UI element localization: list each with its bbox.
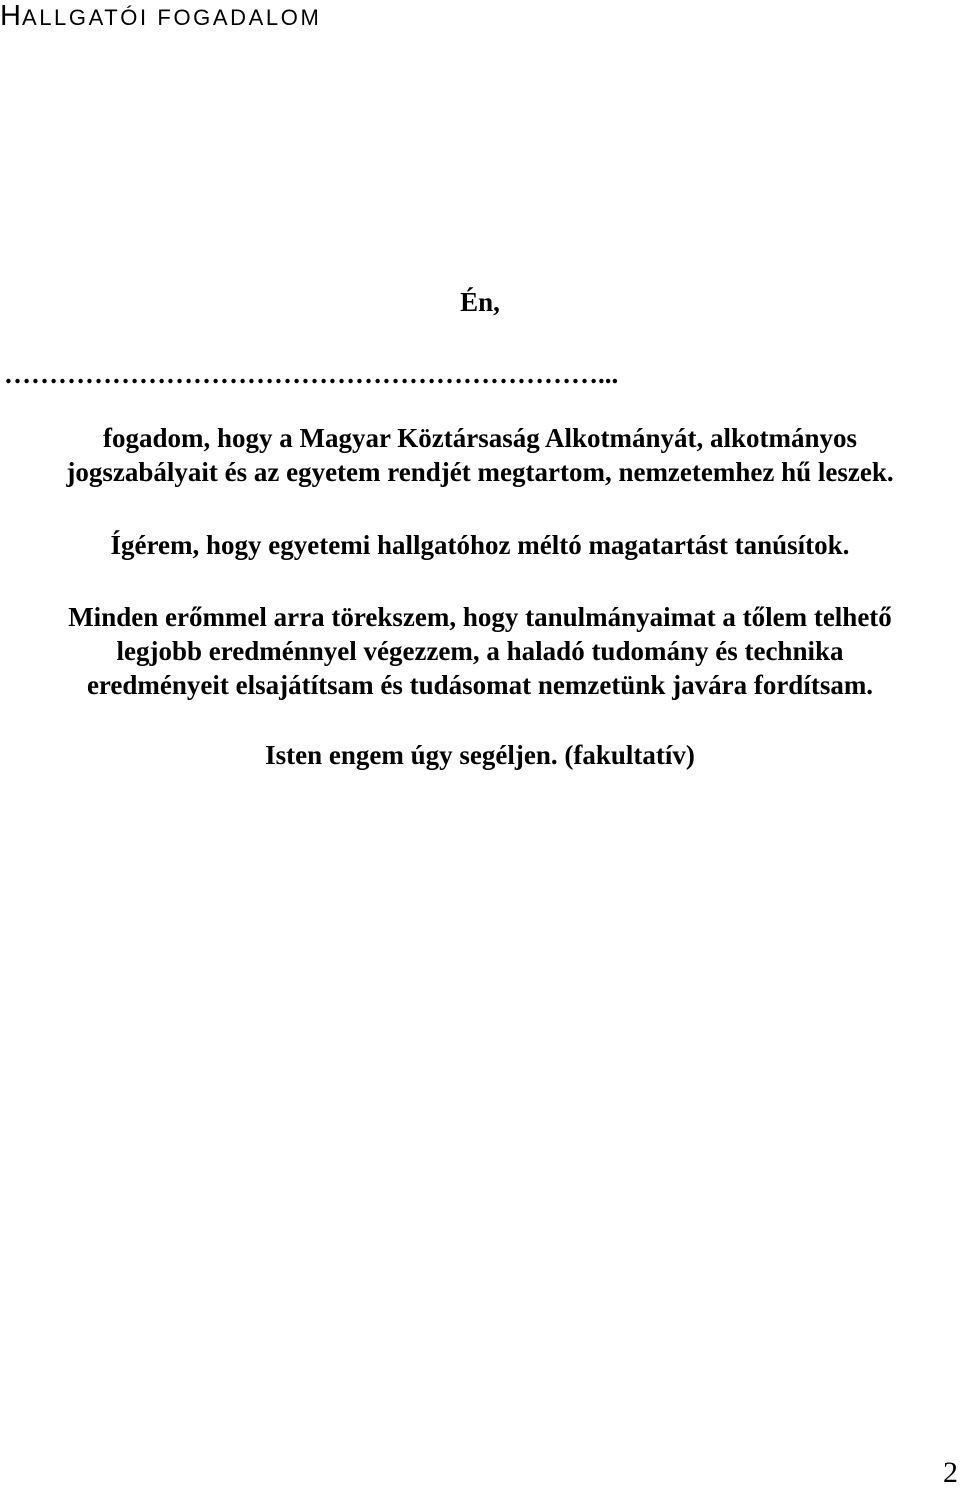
paragraph-line: jogszabályait és az egyetem rendjét megtartom, nemzetemhez hű leszek. — [66, 457, 894, 487]
oath-paragraph-studies — [0, 600, 960, 702]
header-initial: H — [0, 0, 22, 32]
oath-paragraph-closing — [0, 738, 960, 772]
document-header — [0, 2, 700, 32]
paragraph-line: Ígérem, hogy egyetemi hallgatóhoz méltó magatartást tanúsítok. — [110, 530, 850, 560]
paragraph-line: Minden erőmmel arra törekszem, hogy tanulmányaimat a tőlem telhető — [68, 602, 892, 632]
name-blank-line: …………………………………………………………... — [4, 359, 619, 389]
page-number: 2 — [943, 1456, 958, 1489]
greeting: Én, — [460, 287, 500, 317]
oath-paragraph-conduct — [0, 528, 960, 562]
paragraph-line: Isten engem úgy segéljen. (fakultatív) — [265, 740, 695, 770]
header-title: ALLGATÓI FOGADALOM — [21, 5, 322, 30]
paragraph-line: fogadom, hogy a Magyar Köztársaság Alkotmányát, alkotmányos — [102, 423, 857, 453]
oath-paragraph-constitution — [0, 421, 960, 489]
paragraph-line: eredményeit elsajátítsam és tudásomat nemzetünk javára fordítsam. — [86, 670, 874, 700]
paragraph-line: legjobb eredménnyel végezzem, a haladó tudomány és technika — [116, 636, 844, 666]
